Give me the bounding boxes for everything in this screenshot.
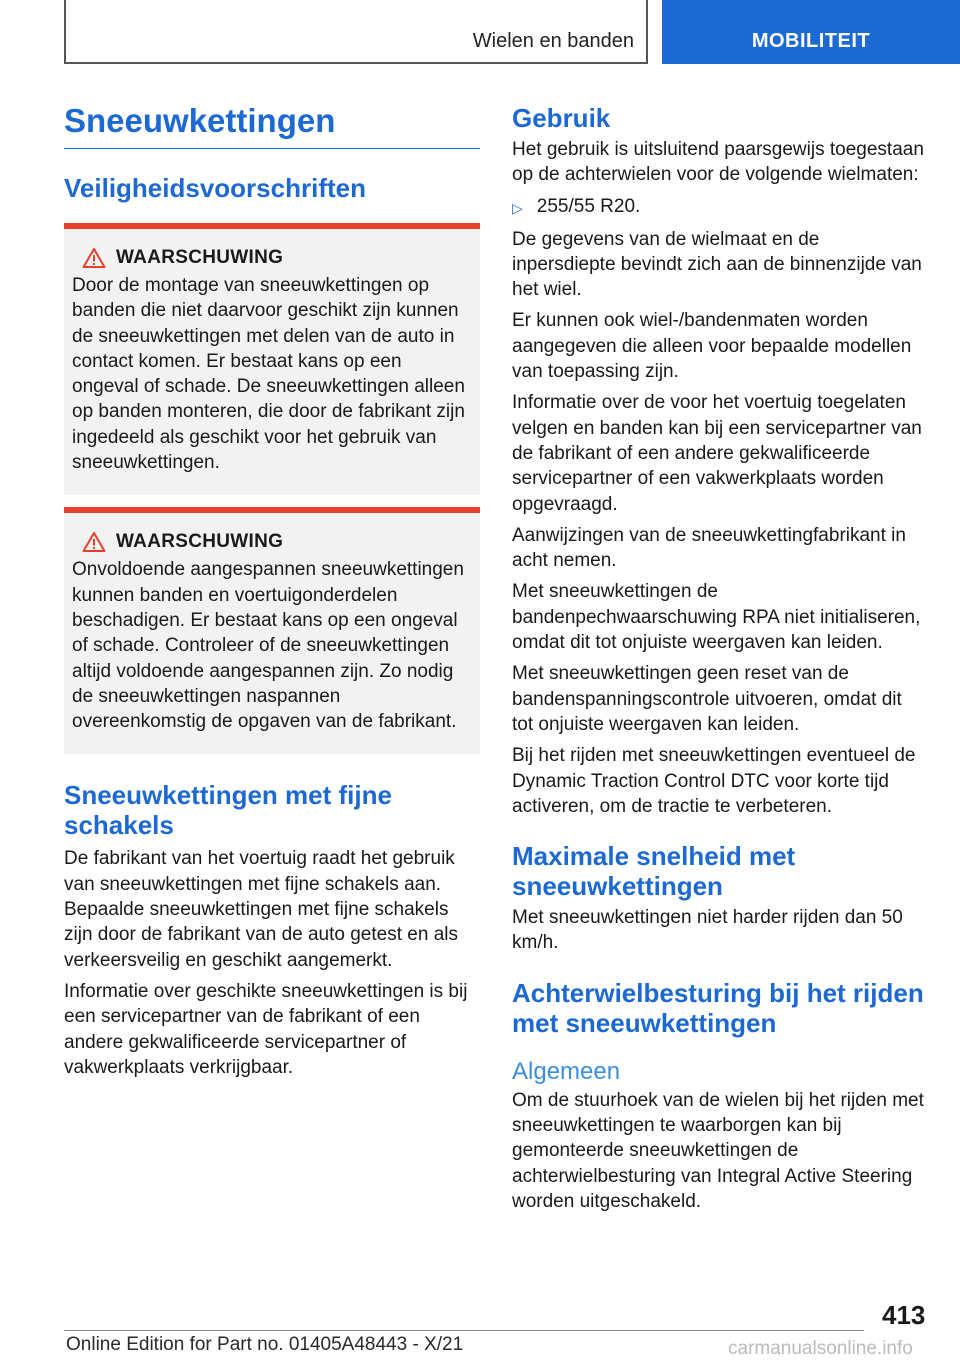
warning-label-1: WAARSCHUWING	[116, 247, 284, 268]
paragraph: Met sneeuwkettingen niet harder rijden dan 50 km/h.	[512, 907, 903, 954]
paragraph: Bij het rijden met sneeuwkettingen eventueel de Dynamic Traction Control DTC voor korte tijd activeren, om de tractie te verbeteren.	[512, 745, 916, 817]
header-section-tab	[64, 0, 648, 64]
header-chapter-tab	[662, 0, 960, 64]
paragraph: Het gebruik is uitsluitend paarsgewijs toegestaan op de achterwielen voor de volgende wielmaten:	[512, 139, 924, 186]
paragraph: Informatie over de voor het voertuig toegelaten velgen en banden kan bij een servicepartner van de fabrikant of een andere gekwalificeerde servicepartner of een vakwerkplaats worden opgevraagd.	[512, 392, 922, 515]
paragraph: Om de stuurhoek van de wielen bij het rijden met sneeuwkettingen te waarborgen kan bij gemonteerde sneeuwkettingen de achterwielbesturing van Integral Active Steering worden uitgeschakeld.	[512, 1089, 924, 1212]
triangle-bullet-icon: ▷	[512, 199, 523, 216]
paragraph: De gegevens van de wielmaat en de inpersdiepte bevindt zich aan de binnenzijde van het wiel.	[512, 228, 922, 301]
section-heading-safety: Veiligheidsvoorschriften	[64, 173, 366, 203]
subsection-heading-general: Algemeen	[512, 1057, 621, 1085]
warning-triangle-icon	[82, 531, 106, 553]
warning-text-2: Onvoldoende aangespannen sneeuwkettingen kunnen banden en voertuigonderdelen beschadigen. Er bestaat kans op een ongeval of schade. Controleer of de sneeuwkettingen altijd voldoende aangespannen zijn. Zo nodig de sneeuwkettingen naspannen overeenkomstig de opgaven van de fabrikant.	[72, 559, 464, 733]
list-item-text: 255/55 R20.	[536, 195, 641, 217]
footer-divider	[64, 1330, 864, 1331]
warning-box-2	[64, 507, 480, 754]
paragraph: Informatie over geschikte sneeuwkettingen is bij een servicepartner van de fabrikant of een andere gekwalificeerde servicepartner of vakwerkplaats verkrijgbaar.	[64, 980, 468, 1078]
page-number: 413	[882, 1300, 926, 1330]
warning-triangle-icon	[82, 247, 106, 269]
paragraph: Er kunnen ook wiel-/bandenmaten worden aangegeven die alleen voor bepaalde modellen van toepassing zijn.	[512, 310, 912, 383]
right-column	[512, 100, 928, 1220]
section-heading-rear-steering: Achterwielbesturing bij het rijden met sneeuwkettingen	[512, 977, 924, 1038]
header-section-label: Wielen en banden	[472, 30, 634, 52]
warning-text-1: Door de montage van sneeuwkettingen op banden die niet daarvoor geschikt zijn kunnen de sneeuwkettingen met delen van de auto in contact komen. Er bestaat kans op een ongeval of schade. De sneeuwkettingen alleen op banden monteren, die door de fabrikant zijn ingedeeld als geschikt voor het gebruik van sneeuwkettingen.	[72, 275, 465, 474]
footer-edition: Online Edition for Part no. 01405A48443 - X/21	[66, 1334, 464, 1355]
warning-label-2: WAARSCHUWING	[116, 531, 284, 553]
paragraph: Met sneeuwkettingen geen reset van de bandenspanningscontrole uitvoeren, omdat dit tot onjuiste weergaven kan leiden.	[512, 663, 902, 735]
page-title: Sneeuwkettingen	[64, 100, 480, 149]
section-heading-max-speed: Maximale snelheid met sneeuwkettingen	[512, 841, 796, 902]
list-item	[512, 194, 928, 221]
warning-header-1	[82, 247, 472, 269]
warning-header-2	[82, 531, 472, 553]
paragraph: De fabrikant van het voertuig raadt het gebruik van sneeuwkettingen met fijne schakels aan. Bepaalde sneeuwkettingen met fijne schakels zijn door de fabrikant van de auto getest en als verkeersveilig en geschikt aangemerkt.	[64, 848, 458, 971]
left-column	[64, 100, 480, 1086]
watermark: carmanualsonline.info	[728, 1338, 913, 1359]
section-heading-fine-links: Sneeuwkettingen met fijne schakels	[64, 780, 392, 841]
warning-box-1	[64, 223, 480, 495]
section-heading-usage: Gebruik	[512, 103, 611, 133]
paragraph: Met sneeuwkettingen de bandenpechwaarschuwing RPA niet initialiseren, omdat dit tot onjuiste weergaven kan leiden.	[512, 581, 921, 654]
header-chapter-label: MOBILITEIT	[751, 30, 871, 52]
paragraph: Aanwijzingen van de sneeuwkettingfabrikant in acht nemen.	[512, 524, 906, 572]
